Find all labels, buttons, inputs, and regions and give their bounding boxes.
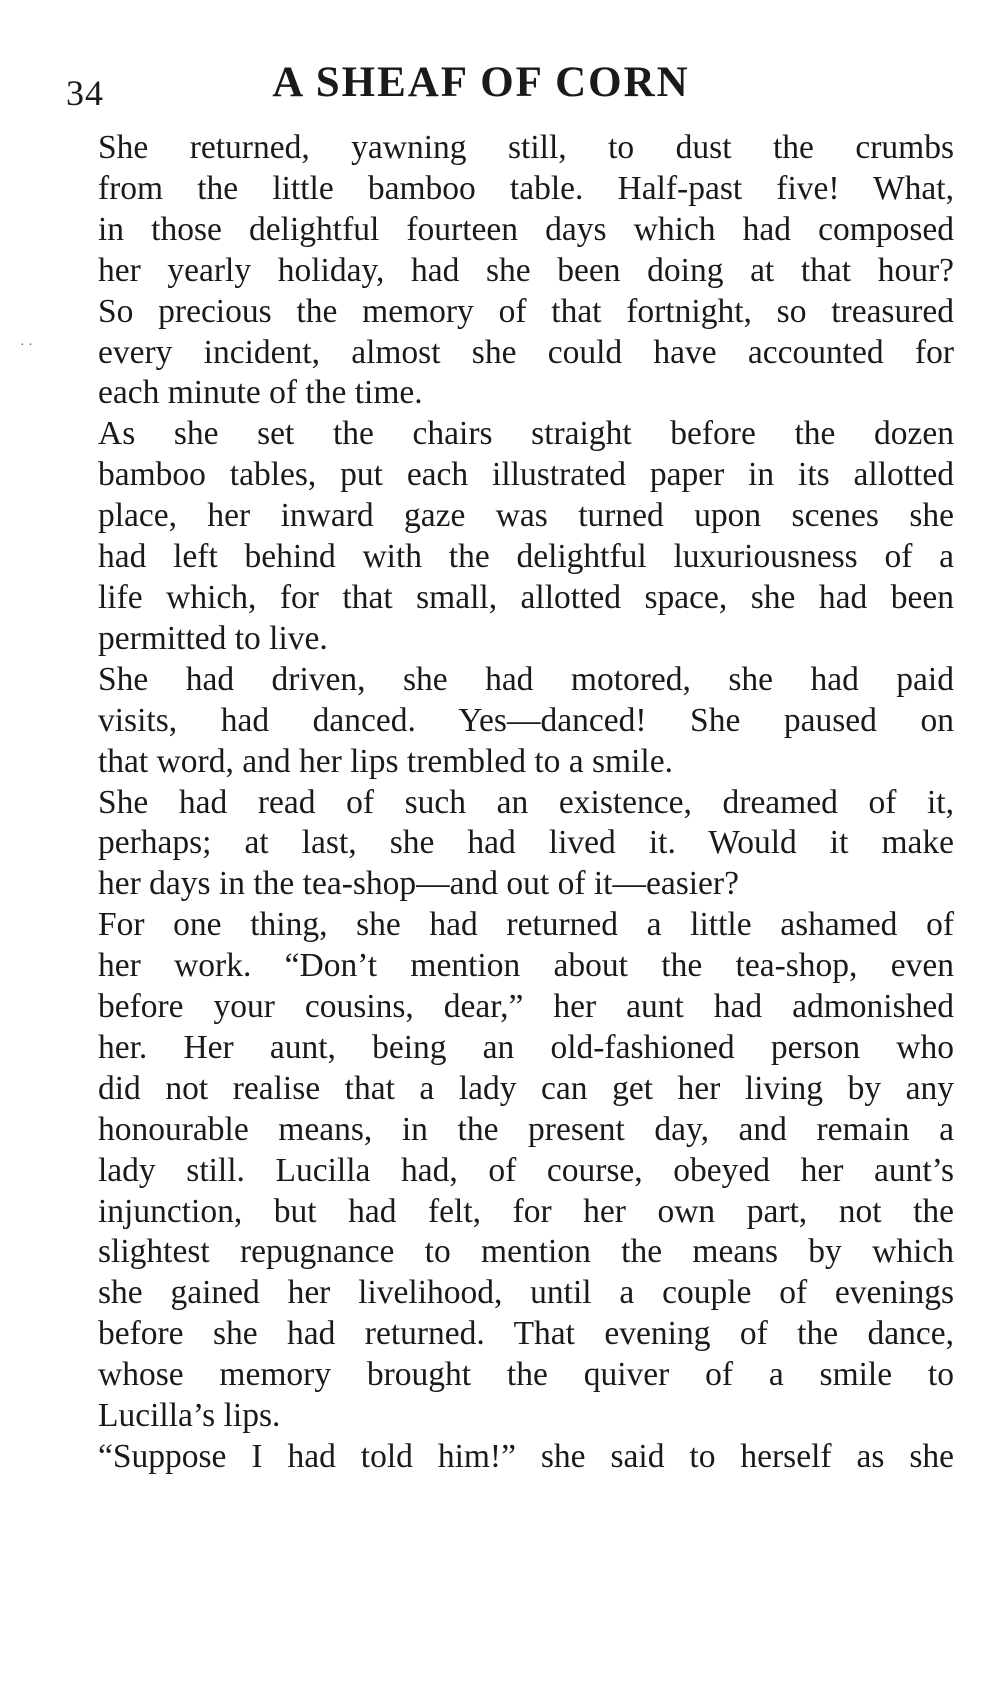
text-line: her work. “Don’t mention about the tea-shop, even bbox=[98, 947, 954, 985]
paragraph bbox=[64, 783, 954, 906]
text-line: permitted to live. bbox=[98, 619, 328, 657]
text-line: her yearly holiday, had she been doing at that hour? bbox=[98, 251, 954, 289]
book-title: A SHEAF OF CORN bbox=[272, 59, 690, 106]
text-line: that word, and her lips trembled to a smile. bbox=[98, 742, 673, 780]
text-line: For one thing, she had returned a little ashamed of bbox=[98, 906, 954, 944]
text-line: injunction, but had felt, for her own part, not the bbox=[98, 1192, 954, 1230]
text-line: honourable means, in the present day, and remain a bbox=[98, 1110, 954, 1148]
paragraph bbox=[64, 1437, 954, 1478]
text-line: her. Her aunt, being an old-fashioned person who bbox=[98, 1028, 954, 1066]
text-line: As she set the chairs straight before the dozen bbox=[98, 415, 954, 453]
text-line: life which, for that small, allotted space, she had been bbox=[98, 578, 954, 616]
text-line: She had driven, she had motored, she had paid bbox=[98, 660, 954, 698]
paragraph bbox=[64, 414, 954, 659]
page-number: 34 bbox=[66, 73, 104, 113]
text-line: had left behind with the delightful luxuriousness of a bbox=[98, 538, 954, 576]
text-line: “Suppose I had told him!” she said to herself as she bbox=[98, 1438, 954, 1475]
text-line: bamboo tables, put each illustrated paper in its allotted bbox=[98, 456, 954, 494]
paragraph bbox=[64, 128, 954, 414]
text-line: her days in the tea-shop—and out of it—easier? bbox=[98, 865, 739, 903]
text-line: perhaps; at last, she had lived it. Would it make bbox=[98, 824, 954, 862]
text-line: place, her inward gaze was turned upon scenes she bbox=[98, 497, 954, 535]
text-line: did not realise that a lady can get her living by any bbox=[98, 1069, 954, 1107]
text-line: She had read of such an existence, dreamed of it, bbox=[98, 783, 954, 821]
text-line: from the little bamboo table. Half-past five! What, bbox=[98, 169, 954, 207]
text-line: lady still. Lucilla had, of course, obeyed her aunt’s bbox=[98, 1151, 954, 1189]
text-line: whose memory brought the quiver of a smile to bbox=[98, 1356, 954, 1394]
paragraph bbox=[64, 660, 954, 783]
running-head bbox=[66, 58, 956, 118]
text-line: before your cousins, dear,” her aunt had admonished bbox=[98, 988, 954, 1026]
margin-mark: · · bbox=[20, 338, 33, 353]
text-line: So precious the memory of that fortnight, so treasured bbox=[98, 292, 954, 330]
text-line: every incident, almost she could have accounted for bbox=[98, 333, 954, 371]
text-line: slightest repugnance to mention the means by which bbox=[98, 1233, 954, 1271]
paragraph bbox=[64, 905, 954, 1437]
text-line: visits, had danced. Yes—danced! She paused on bbox=[98, 701, 954, 739]
text-line: Lucilla’s lips. bbox=[98, 1397, 281, 1435]
text-line: in those delightful fourteen days which had composed bbox=[98, 210, 954, 248]
text-line: each minute of the time. bbox=[98, 374, 423, 412]
text-line: she gained her livelihood, until a couple of evenings bbox=[98, 1274, 954, 1312]
body-text bbox=[64, 128, 954, 1478]
text-line: She returned, yawning still, to dust the crumbs bbox=[98, 129, 954, 166]
text-line: before she had returned. That evening of the dance, bbox=[98, 1315, 954, 1353]
